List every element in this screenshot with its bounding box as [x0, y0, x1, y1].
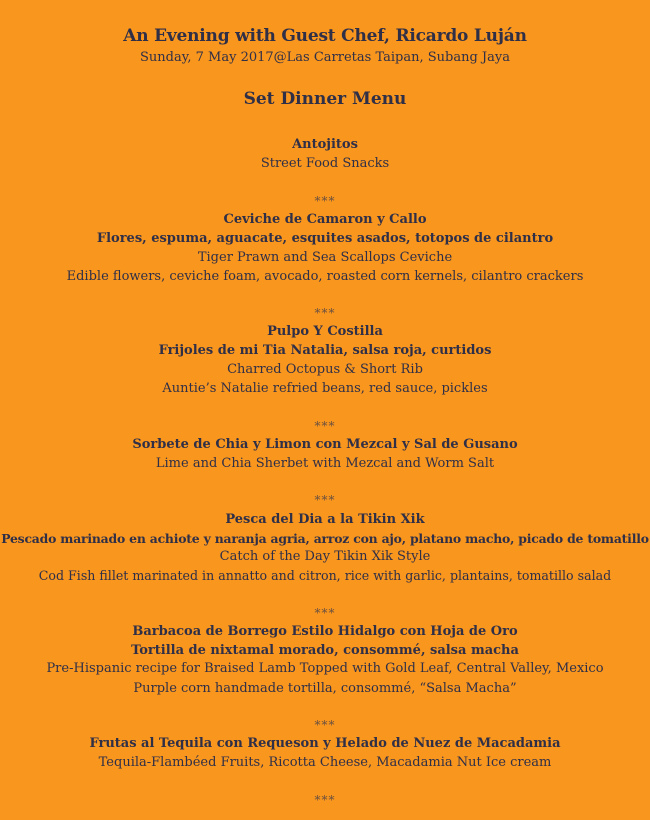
course-2-name: Ceviche de Camaron y Callo	[223, 212, 427, 227]
course-separator: ***	[314, 793, 336, 807]
event-title: An Evening with Guest Chef, Ricardo Luján	[123, 26, 527, 46]
course-6-name: Barbacoa de Borrego Estilo Hidalgo con Hoja de Oro	[132, 624, 518, 639]
course-5-name: Pesca del Dia a la Tikin Xik	[225, 512, 425, 527]
course-3-english: Charred Octopus & Short Rib	[227, 362, 423, 377]
course-separator: ***	[314, 306, 336, 320]
course-7-name: Frutas al Tequila con Requeson y Helado de Nuez de Macadamia	[89, 736, 561, 751]
event-subtitle: Sunday, 7 May 2017@Las Carretas Taipan, Subang Jaya	[140, 50, 510, 65]
course-4-name: Sorbete de Chia y Limon con Mezcal y Sal de Gusano	[132, 437, 518, 452]
course-3-english-description: Auntie’s Natalie refried beans, red sauce, pickles	[162, 381, 488, 396]
course-1-name: Antojitos	[292, 137, 358, 152]
course-5-english-description: Cod Fish fillet marinated in annatto and citron, rice with garlic, plantains, tomatillo salad	[38, 568, 612, 583]
course-2-english-description: Edible flowers, ceviche foam, avocado, roasted corn kernels, cilantro crackers	[66, 269, 584, 284]
course-6-english: Pre-Hispanic recipe for Braised Lamb Topped with Gold Leaf, Central Valley, Mexico	[46, 661, 604, 676]
course-3-description: Frijoles de mi Tia Natalia, salsa roja, curtidos	[158, 343, 492, 358]
course-separator: ***	[314, 606, 336, 620]
course-separator: ***	[314, 419, 336, 433]
course-1-english: Street Food Snacks	[260, 156, 390, 171]
course-2-description: Flores, espuma, aguacate, esquites asados, totopos de cilantro	[96, 231, 554, 246]
course-6-english-description: Purple corn handmade tortilla, consommé, “Salsa Macha”	[133, 681, 517, 696]
course-4-english: Lime and Chia Sherbet with Mezcal and Worm Salt	[155, 456, 495, 471]
course-separator: ***	[314, 718, 336, 732]
course-6-description: Tortilla de nixtamal morado, consommé, salsa macha	[131, 643, 519, 658]
course-separator: ***	[314, 194, 336, 208]
course-2-english: Tiger Prawn and Sea Scallops Ceviche	[197, 250, 453, 265]
course-separator: ***	[314, 493, 336, 507]
course-5-description: Pescado marinado en achiote y naranja agria, arroz con ajo, platano macho, picado de tomatillo	[1, 531, 649, 546]
menu-heading: Set Dinner Menu	[243, 89, 407, 109]
course-7-english: Tequila-Flambéed Fruits, Ricotta Cheese, Macadamia Nut Ice cream	[98, 755, 552, 770]
course-3-name: Pulpo Y Costilla	[267, 324, 383, 339]
course-5-english: Catch of the Day Tikin Xik Style	[219, 549, 431, 564]
